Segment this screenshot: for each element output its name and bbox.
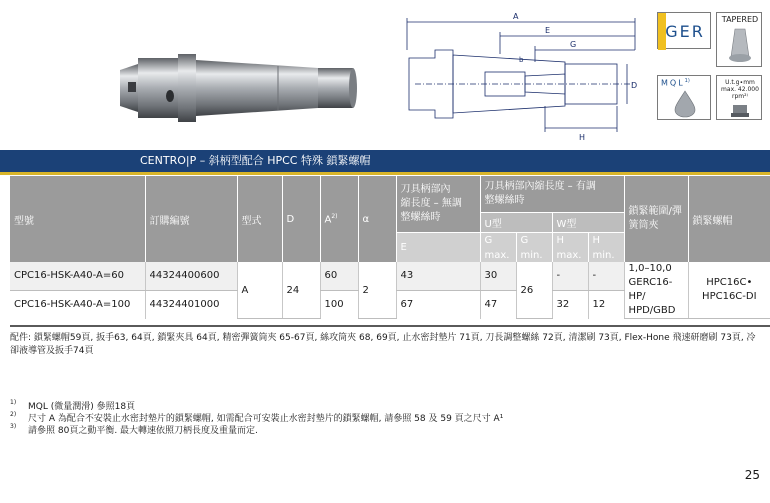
col-h-max-sub: max. xyxy=(552,248,588,262)
cell-g-max: 47 xyxy=(480,290,516,318)
title-accent-line xyxy=(0,172,770,175)
col-g-max-sub: max. xyxy=(480,248,516,262)
label-a: A xyxy=(513,12,519,21)
tapered-badge xyxy=(716,12,762,67)
col-alpha: α xyxy=(358,176,396,262)
cell-e: 67 xyxy=(396,290,480,318)
section-title-bar xyxy=(0,150,770,172)
label-b: b xyxy=(519,56,524,64)
col-g-min: G xyxy=(516,232,552,248)
page-number: 25 xyxy=(744,468,760,482)
col-model: 型號 xyxy=(10,176,145,262)
col-h-min: H xyxy=(588,232,624,248)
col-no-adjust-line-1: 刀具柄部內 xyxy=(400,183,451,195)
cell-clamp-range xyxy=(624,262,688,319)
cell-h-min: 12 xyxy=(588,290,624,318)
nut-line-1: HPC16C• xyxy=(706,277,753,288)
cell-e: 43 xyxy=(396,262,480,290)
col-u-type: U型 xyxy=(480,212,552,232)
tapered-label: TAPERED xyxy=(721,15,759,24)
col-h-max: H xyxy=(552,232,588,248)
cell-a: 100 xyxy=(320,290,358,318)
dimension-drawing xyxy=(395,10,650,145)
accessories-line-1: 配件: 鎖緊螺帽59頁, 扳手63, 64頁, 鎖緊夾具 64頁, 精密彈簧筒夾 65-67頁, 絲攻筒夾 68, 69頁, 止水密封墊片 71頁, 刀長調整螺絲 72頁, 清潔刷 73頁, Flex-Hone 飛速研磨刷 73頁, 冷 xyxy=(10,333,756,343)
label-e: E xyxy=(545,26,551,35)
cell-h-min: - xyxy=(588,262,624,290)
label-g: G xyxy=(570,40,577,49)
cell-nut xyxy=(688,262,770,319)
cell-model: CPC16-HSK-A40-A=60 xyxy=(10,262,145,290)
col-nut: 鎖緊螺帽 xyxy=(688,176,770,262)
footnote-3 xyxy=(10,423,258,436)
col-type: 型式 xyxy=(237,176,282,262)
clamp-range-line-3: HPD/GBD xyxy=(628,305,676,316)
footnote-2-mark: 2) xyxy=(10,411,17,418)
col-with-adjust-line-2: 整螺絲時 xyxy=(484,194,525,206)
col-order-no: 訂購編號 xyxy=(145,176,237,262)
col-w-type: W型 xyxy=(552,212,624,232)
cell-order-no: 44324401000 xyxy=(145,290,237,318)
footnote-3-mark: 3) xyxy=(10,423,17,430)
balance-line-1: U.t.g∙mm xyxy=(725,79,755,86)
oil-drop-icon xyxy=(672,90,698,118)
balance-badge xyxy=(716,75,762,120)
col-clamp-range-line-2: 簧筒夾 xyxy=(628,220,659,231)
cell-type: A xyxy=(237,262,282,319)
cell-d: 24 xyxy=(282,262,320,319)
col-no-adjust-line-3: 整螺絲時 xyxy=(400,211,441,223)
label-h: H xyxy=(579,133,586,142)
cell-a: 60 xyxy=(320,262,358,290)
accessories-note xyxy=(10,332,765,358)
col-a xyxy=(320,176,358,262)
cell-g-min: 26 xyxy=(516,262,552,319)
mql-label: MQL xyxy=(661,78,685,88)
col-g-min-sub: min. xyxy=(516,248,552,262)
cell-model: CPC16-HSK-A40-A=100 xyxy=(10,290,145,318)
col-a-footnote: 2) xyxy=(331,212,338,220)
ger-badge xyxy=(657,12,711,49)
col-e: E xyxy=(396,232,480,262)
col-h-min-sub: min. xyxy=(588,248,624,262)
spec-table xyxy=(10,176,770,319)
mql-badge xyxy=(657,75,711,120)
mql-footnote-mark: 1) xyxy=(684,78,690,84)
cell-h-max: - xyxy=(552,262,588,290)
col-clamp-range-line-1: 鎖緊範圍/彈 xyxy=(628,206,682,217)
accessories-line-2: 卻液導管及扳手74頁 xyxy=(10,346,94,356)
cell-order-no: 44324400600 xyxy=(145,262,237,290)
tapered-collet-icon xyxy=(727,27,753,65)
col-a-label: A xyxy=(324,214,332,226)
col-with-adjust-line-1: 刀具柄部內縮長度 – 有調 xyxy=(484,180,596,192)
col-with-adjust xyxy=(480,176,624,212)
cell-alpha: 2 xyxy=(358,262,396,319)
col-g-max: G xyxy=(480,232,516,248)
balance-line-3: rpm²⁾ xyxy=(732,93,748,100)
footnote-1-text: MQL (微量潤滑) 參照18頁 xyxy=(28,402,136,412)
cell-h-max: 32 xyxy=(552,290,588,318)
balance-line-2: max. 42.000 xyxy=(721,86,759,93)
col-no-adjust-line-2: 縮長度 – 無調 xyxy=(400,197,462,209)
footnote-1-mark: 1) xyxy=(10,399,17,406)
clamp-range-line-1: 1,0–10,0 xyxy=(628,263,672,274)
nut-line-2: HPC16C-DI xyxy=(702,291,757,302)
tool-holder-photo xyxy=(108,28,378,148)
col-clamp-range xyxy=(624,176,688,262)
footnote-3-text: 請參照 80頁之動平衡. 最大轉速依照刀柄長度及重量而定. xyxy=(28,426,258,436)
col-d: D xyxy=(282,176,320,262)
table-bottom-rule xyxy=(10,325,770,327)
cell-g-max: 30 xyxy=(480,262,516,290)
footnote-2-text: 尺寸 A 為配合不安裝止水密封墊片的鎖緊螺帽, 如需配合可安裝止水密封墊片的鎖緊螺帽, 請參照 58 及 59 頁之尺寸 A¹ xyxy=(28,414,504,424)
clamp-range-line-2: GERC16-HP/ xyxy=(628,277,673,302)
col-no-adjust xyxy=(396,176,480,232)
table-row xyxy=(10,262,770,290)
balance-icon xyxy=(729,103,751,119)
label-d: D xyxy=(631,81,638,90)
section-title: CENTRO|P – 斜柄型配合 HPCC 特殊 鎖緊螺帽 xyxy=(140,154,371,167)
ger-label: GER xyxy=(665,22,705,41)
